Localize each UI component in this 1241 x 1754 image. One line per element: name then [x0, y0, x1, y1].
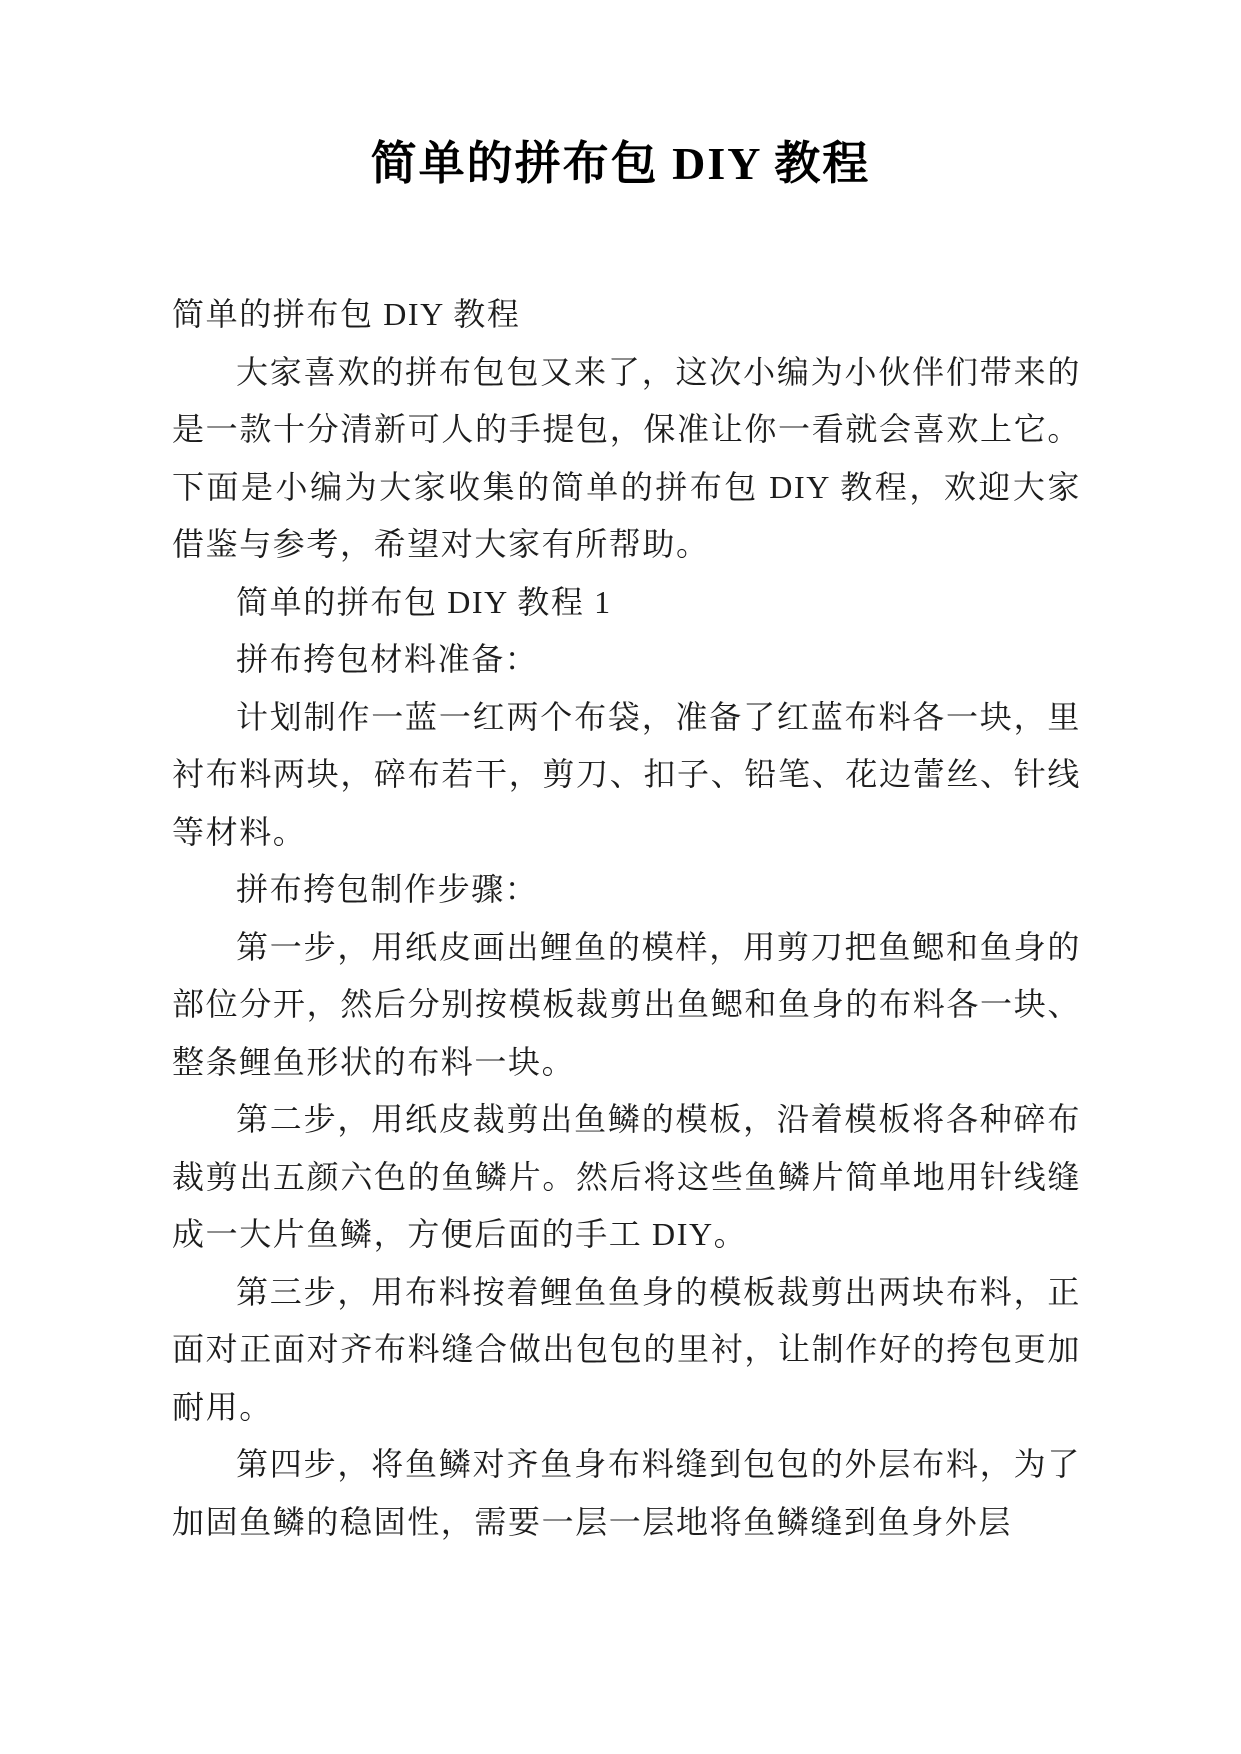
paragraph: 第二步，用纸皮裁剪出鱼鳞的模板，沿着模板将各种碎布裁剪出五颜六色的鱼鳞片。然后将这些鱼鳞片简单地用针线缝成一大片鱼鳞，方便后面的手工 DIY。 — [172, 1101, 1081, 1252]
paragraph: 计划制作一蓝一红两个布袋，准备了红蓝布料各一块，里衬布料两块，碎布若干，剪刀、扣子、铅笔、花边蕾丝、针线等材料。 — [172, 698, 1081, 850]
paragraph: 第三步，用布料按着鲤鱼鱼身的模板裁剪出两块布料，正面对正面对齐布料缝合做出包包的里衬，让制作好的挎包更加耐用。 — [172, 1273, 1081, 1425]
paragraph: 简单的拼布包 DIY 教程 — [172, 296, 521, 332]
paragraph: 拼布挎包材料准备： — [236, 641, 539, 677]
document-body — [0, 286, 1241, 1551]
document-title: 简单的拼布包 DIY 教程 — [370, 138, 871, 189]
paragraph: 简单的拼布包 DIY 教程 1 — [236, 583, 612, 620]
paragraph: 大家喜欢的拼布包包又来了，这次小编为小伙伴们带来的是一款十分清新可人的手提包，保准让你一看就会喜欢上它。下面是小编为大家收集的简单的拼布包 DIY 教程，欢迎大家借鉴与参考，希望对大家有所帮助。 — [172, 353, 1081, 562]
paragraph: 拼布挎包制作步骤： — [236, 871, 539, 907]
paragraph: 第一步，用纸皮画出鲤鱼的模样，用剪刀把鱼鳃和鱼身的部位分开，然后分别按模板裁剪出鱼鳃和鱼身的布料各一块、整条鲤鱼形状的布料一块。 — [172, 928, 1081, 1080]
paragraph: 第四步，将鱼鳞对齐鱼身布料缝到包包的外层布料，为了加固鱼鳞的稳固性，需要一层一层地将鱼鳞缝到鱼身外层 — [172, 1446, 1081, 1540]
